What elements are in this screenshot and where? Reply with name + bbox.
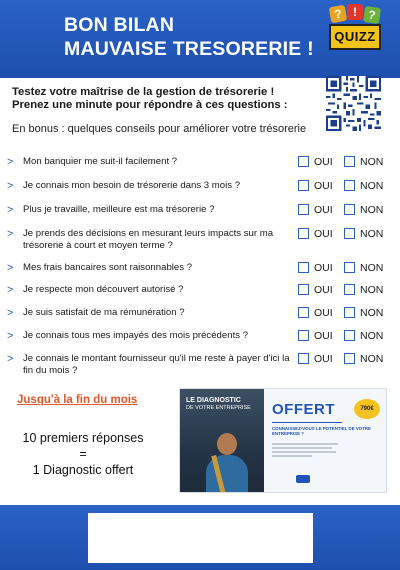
question-text: Je suis satisfait de ma rémunération ? [23, 307, 185, 318]
checkbox-icon[interactable] [298, 307, 309, 318]
question-text: Plus je travaille, meilleure est ma trésorerie ? [23, 204, 215, 215]
price-badge: 790€ [354, 399, 380, 419]
offer-line-1: 10 premiers réponses [22, 431, 144, 445]
checkbox-icon[interactable] [344, 307, 355, 318]
oui-label: OUI [314, 330, 333, 342]
checkbox-icon[interactable] [344, 262, 355, 273]
exclamation-bubble-icon: ! [347, 4, 363, 20]
chevron-right-icon: > [7, 204, 14, 216]
intro-text [12, 86, 312, 112]
checkbox-icon[interactable] [344, 330, 355, 341]
non-label: NON [360, 262, 384, 274]
page-title [64, 13, 314, 61]
chevron-right-icon: > [7, 228, 14, 240]
chevron-right-icon: > [7, 330, 14, 342]
non-label: NON [360, 284, 384, 296]
chevron-right-icon: > [7, 284, 14, 296]
non-label: NON [360, 330, 384, 342]
offer-text [0, 430, 166, 478]
question-bubble-icon: ? [329, 5, 348, 24]
banner-heading: LE DIAGNOSTIC [186, 397, 241, 404]
non-label: NON [360, 228, 384, 240]
question-bubble-icon: ? [363, 6, 381, 24]
question-text: Mes frais bancaires sont raisonnables ? [23, 262, 193, 273]
checkbox-icon[interactable] [298, 156, 309, 167]
checkbox-icon[interactable] [344, 228, 355, 239]
oui-label: OUI [314, 353, 333, 365]
question-text: Je connais le montant fournisseur qu'il me reste à payer d'ici la fin du mois ? [23, 353, 290, 376]
banner-photo [180, 389, 264, 493]
checkbox-icon[interactable] [344, 204, 355, 215]
chevron-right-icon: > [7, 262, 14, 274]
non-label: NON [360, 307, 384, 319]
banner-teaser: CONNAISSEZ-VOUS LE POTENTIEL DE VOTRE ENTREPRISE ? [272, 426, 371, 437]
quiz-label: QUIZZ [329, 24, 381, 50]
question-text: Je connais mon besoin de trésorerie dans 3 mois ? [23, 180, 241, 191]
oui-label: OUI [314, 284, 333, 296]
question-text: Mon banquier me suit-il facilement ? [23, 156, 178, 167]
oui-label: OUI [314, 156, 333, 168]
non-label: NON [360, 180, 384, 192]
chevron-right-icon: > [7, 307, 14, 319]
offer-line-2: = [79, 447, 87, 461]
question-text: Je connais tous mes impayés des mois précédents ? [23, 330, 249, 341]
non-label: NON [360, 156, 384, 168]
oui-label: OUI [314, 307, 333, 319]
checkbox-icon[interactable] [344, 180, 355, 191]
oui-label: OUI [314, 262, 333, 274]
offer-line-3: 1 Diagnostic offert [32, 463, 134, 477]
checkbox-icon[interactable] [344, 284, 355, 295]
diagnostic-ad-banner[interactable] [179, 388, 387, 493]
checkbox-icon[interactable] [298, 284, 309, 295]
checkbox-icon[interactable] [344, 353, 355, 364]
footer-blank-panel [88, 513, 313, 563]
title-line-1: BON BILAN [64, 14, 175, 36]
banner-offert: OFFERT [272, 401, 335, 418]
brand-logo-icon [296, 475, 310, 483]
question-text: Je prends des décisions en mesurant leurs impacts sur ma trésorerie à court et moyen terme ? [23, 228, 274, 251]
intro-line-2: Prenez une minute pour répondre à ces questions : [12, 99, 288, 111]
checkbox-icon[interactable] [298, 353, 309, 364]
checkbox-icon[interactable] [298, 204, 309, 215]
banner-content [264, 389, 387, 493]
banner-subheading: DE VOTRE ENTREPRISE [186, 405, 251, 411]
checkbox-icon[interactable] [298, 228, 309, 239]
header-banner [0, 0, 400, 78]
chevron-right-icon: > [7, 353, 14, 365]
oui-label: OUI [314, 180, 333, 192]
chevron-right-icon: > [7, 156, 14, 168]
non-label: NON [360, 204, 384, 216]
question-text: Je respecte mon découvert autorisé ? [23, 284, 184, 295]
bonus-text: En bonus : quelques conseils pour améliorer votre trésorerie [12, 123, 307, 135]
checkbox-icon[interactable] [298, 262, 309, 273]
checkbox-icon[interactable] [344, 156, 355, 167]
qr-code-icon[interactable] [326, 76, 381, 131]
divider [272, 422, 342, 423]
non-label: NON [360, 353, 384, 365]
deadline-link[interactable]: Jusqu'à la fin du mois [17, 394, 138, 406]
intro-line-1: Testez votre maîtrise de la gestion de trésorerie ! [12, 86, 275, 98]
banner-fine-print [272, 443, 342, 457]
oui-label: OUI [314, 204, 333, 216]
quiz-logo [326, 2, 384, 60]
checkbox-icon[interactable] [298, 180, 309, 191]
title-line-2: MAUVAISE TRESORERIE ! [64, 38, 314, 60]
person-illustration [204, 429, 250, 493]
checkbox-icon[interactable] [298, 330, 309, 341]
oui-label: OUI [314, 228, 333, 240]
footer-banner [0, 505, 400, 570]
chevron-right-icon: > [7, 180, 14, 192]
